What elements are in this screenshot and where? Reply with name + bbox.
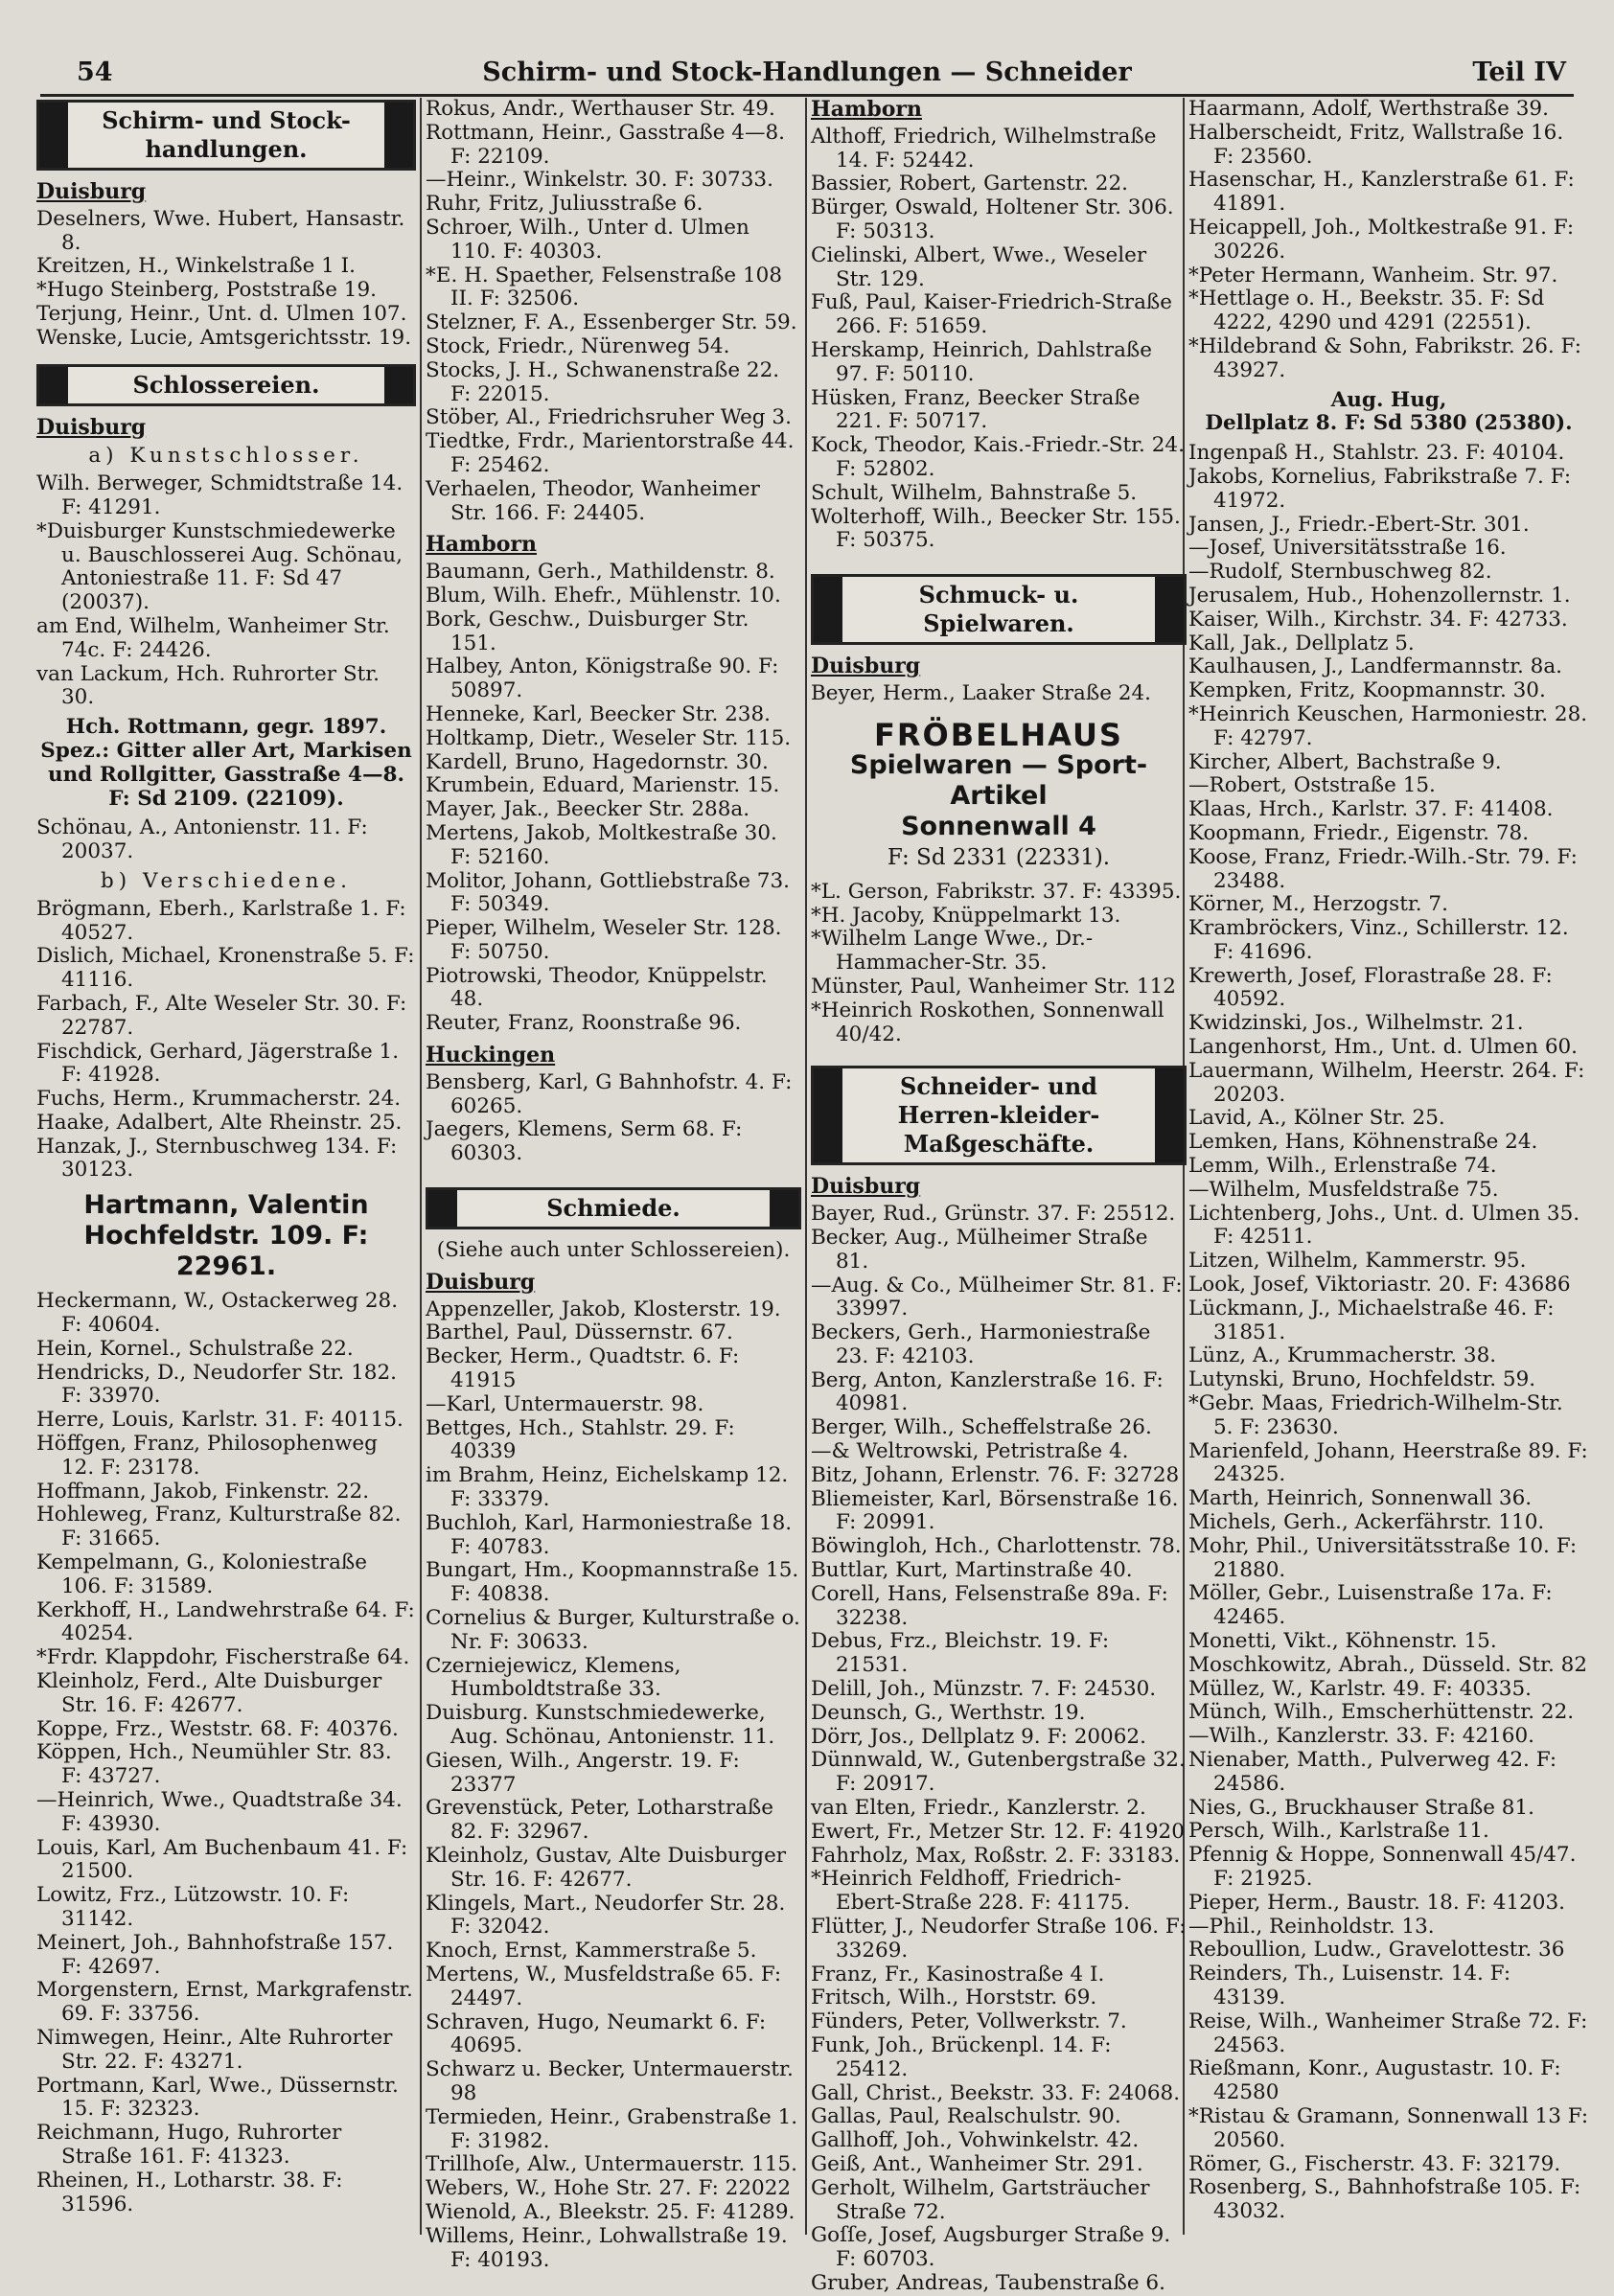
directory-entry: Ruhr, Fritz, Juliusstraße 6.: [426, 192, 703, 217]
directory-entry: Hoffmann, Jakob, Finkenstr. 22.: [36, 1479, 370, 1504]
directory-entry: Lückmann, J., Michaelstraße 46. F: 31851.: [1188, 1296, 1555, 1344]
directory-entry: Stöber, Al., Friedrichsruher Weg 3.: [426, 405, 792, 430]
directory-entry: Blum, Wilh. Ehefr., Mühlenstr. 10.: [426, 583, 781, 608]
advertisement-hug: Aug. Hug, Dellplatz 8. F: Sd 5380 (25380).: [1205, 387, 1573, 436]
directory-entry: van Elten, Friedr., Kanzlerstr. 2.: [811, 1796, 1146, 1821]
ornament-icon: [1155, 577, 1184, 642]
directory-entry: Reinders, Th., Luisenstr. 14. F: 43139.: [1188, 1962, 1511, 2009]
part-label: Teil IV: [1472, 57, 1566, 87]
directory-entry: Beyer, Herm., Laaker Straße 24.: [811, 680, 1151, 705]
directory-entry: Portmann, Karl, Wwe., Düssernstr. 15. F: 32323.: [36, 2073, 399, 2122]
directory-entry: *Hildebrand & Sohn, Fabrikstr. 26. F: 43927.: [1188, 333, 1581, 382]
directory-entry: Mayer, Jak., Beecker Str. 288a.: [426, 797, 750, 822]
ornament-icon: [770, 1190, 798, 1227]
directory-entry: Beckers, Gerh., Harmoniestraße 23. F: 42103.: [811, 1320, 1151, 1368]
directory-entry: Stelzner, F. A., Essenberger Str. 59.: [426, 310, 797, 335]
directory-entry: Pfennig & Hoppe, Sonnenwall 45/47. F: 21925.: [1188, 1843, 1577, 1891]
directory-entry: —Heinrich, Wwe., Quadtstraße 34. F: 43930.: [36, 1788, 403, 1836]
directory-entry: Koppe, Frz., Weststr. 68. F: 40376.: [36, 1716, 399, 1741]
directory-entry: Stocks, J. H., Schwanenstraße 22. F: 22015.: [426, 357, 780, 406]
entry-list: [36, 208, 416, 351]
directory-entry: *Heinrich Feldhoff, Friedrich-Ebert-Straße 228. F: 41175.: [811, 1867, 1130, 1916]
directory-entry: Dörr, Jos., Dellplatz 9. F: 20062.: [811, 1724, 1146, 1749]
ornament-icon: [39, 367, 68, 403]
directory-entry: *Hettlage o. H., Beekstr. 35. F: Sd 4222, 4290 und 4291 (22551).: [1188, 287, 1545, 335]
directory-entry: Delill, Joh., Münzstr. 7. F: 24530.: [811, 1677, 1157, 1702]
column-4: [1188, 98, 1589, 2235]
entry-list: [36, 1290, 416, 2216]
directory-entry: *L. Gerson, Fabrikstr. 37. F: 43395.: [811, 879, 1182, 904]
directory-entry: Römer, G., Fischerstr. 43. F: 32179.: [1188, 2151, 1561, 2176]
entry-list: [811, 881, 1187, 1047]
ornament-icon: [814, 577, 842, 642]
directory-entry: Debus, Frz., Bleichstr. 19. F: 21531.: [811, 1629, 1110, 1678]
directory-entry: Jaegers, Klemens, Serm 68. F: 60303.: [426, 1117, 743, 1166]
column-2: [426, 97, 801, 2272]
directory-entry: —Wilh., Kanzlerstr. 33. F: 42160.: [1188, 1724, 1534, 1749]
directory-entry: Bensberg, Karl, G Bahnhofstr. 4. F: 60265.: [426, 1069, 793, 1118]
directory-entry: Becker, Aug., Mülheimer Straße 81.: [811, 1225, 1148, 1274]
section-heading-schneider: Schneider- und Herren-kleider-Maßgeschäfte.: [811, 1066, 1187, 1165]
directory-entry: Fritsch, Wilh., Horststr. 69.: [811, 1986, 1097, 2010]
directory-entry: Rokus, Andr., Werthauser Str. 49.: [426, 97, 775, 121]
directory-entry: Hein, Kornel., Schulstraße 22.: [36, 1336, 354, 1361]
directory-entry: Pieper, Herm., Baustr. 18. F: 41203.: [1188, 1890, 1565, 1915]
directory-entry: Jansen, J., Friedr.-Ebert-Str. 301.: [1188, 512, 1530, 537]
section-heading-schmiede: Schmiede.: [426, 1187, 801, 1229]
directory-entry: Bayer, Rud., Grünstr. 37. F: 25512.: [811, 1202, 1176, 1227]
directory-entry: *Gebr. Maas, Friedrich-Wilhelm-Str. 5. F: 23630.: [1188, 1391, 1563, 1439]
ornament-icon: [39, 103, 68, 168]
city-heading: Duisburg: [36, 179, 147, 204]
directory-entry: Bitz, Johann, Erlenstr. 76. F: 32728: [811, 1462, 1180, 1487]
directory-entry: Böwingloh, Hch., Charlottenstr. 78.: [811, 1534, 1182, 1559]
directory-entry: Herre, Louis, Karlstr. 31. F: 40115.: [36, 1408, 404, 1433]
directory-entry: Fünders, Peter, Vollwerkstr. 7.: [811, 2009, 1127, 2034]
directory-entry: Hasenschar, H., Kanzlerstraße 61. F: 41891.: [1188, 168, 1575, 217]
page-number: 54: [77, 57, 113, 87]
directory-entry: Louis, Karl, Am Buchenbaum 41. F: 21500.: [36, 1835, 408, 1884]
directory-entry: —Phil., Reinholdstr. 13.: [1188, 1914, 1435, 1939]
city-heading: Duisburg: [811, 654, 921, 679]
directory-entry: Langenhorst, Hm., Unt. d. Ulmen 60.: [1188, 1035, 1579, 1060]
column-divider: [805, 98, 807, 2235]
entry-list: [426, 98, 801, 525]
directory-entry: *H. Jacoby, Knüppelmarkt 13.: [811, 903, 1121, 928]
directory-entry: —Heinr., Winkelstr. 30. F: 30733.: [426, 168, 773, 193]
directory-entry: Schraven, Hugo, Neumarkt 6. F: 40695.: [426, 2009, 767, 2058]
directory-entry: Cornelius & Burger, Kulturstraße o. Nr. F: 30633.: [426, 1606, 800, 1654]
directory-entry: Duisburg. Kunstschmiedewerke, Aug. Schönau, Antonienstr. 11.: [426, 1701, 775, 1749]
city-heading: Duisburg: [426, 1269, 536, 1295]
directory-entry: Halbey, Anton, Königstraße 90. F: 50897.: [426, 654, 779, 703]
directory-entry: Ewert, Fr., Metzer Str. 12. F: 41920: [811, 1819, 1185, 1844]
directory-entry: Wolterhoff, Wilh., Beecker Str. 155. F: 50375.: [811, 504, 1181, 553]
directory-entry: —Robert, Oststraße 15.: [1188, 773, 1436, 798]
directory-entry: Lauermann, Wilhelm, Heerstr. 264. F: 20203.: [1188, 1058, 1585, 1107]
column-divider: [420, 98, 422, 2235]
directory-entry: Krewerth, Josef, Florastraße 28. F: 40592.: [1188, 963, 1553, 1012]
directory-entry: Berg, Anton, Kanzlerstraße 16. F: 40981.: [811, 1367, 1164, 1416]
directory-entry: Haarmann, Adolf, Werthstraße 39.: [1188, 97, 1549, 121]
directory-entry: Kaiser, Wilh., Kirchstr. 34. F: 42733.: [1188, 607, 1568, 631]
entry-list: [811, 682, 1187, 706]
directory-entry: Stock, Friedr., Nürenweg 54.: [426, 333, 730, 358]
directory-entry: Bassier, Robert, Gartenstr. 22.: [811, 172, 1129, 196]
directory-entry: Kempelmann, G., Koloniestraße 106. F: 31589.: [36, 1550, 367, 1598]
directory-entry: —Josef, Universitätsstraße 16.: [1188, 536, 1507, 561]
directory-entry: Wienold, A., Bleekstr. 25. F: 41289.: [426, 2199, 795, 2224]
advertisement-rottmann: Hch. Rottmann, gegr. 1897. Spez.: Gitter aller Art, Markisen und Rollgitter, Gasstraße 4—8. F: Sd 2109. (22109).: [40, 715, 412, 811]
entry-list: [1188, 442, 1589, 2224]
directory-entry: Fuß, Paul, Kaiser-Friedrich-Straße 266. F: 51659.: [811, 290, 1172, 339]
city-heading: Huckingen: [426, 1043, 556, 1068]
directory-entry: Holtkamp, Dietr., Weseler Str. 115.: [426, 725, 792, 750]
directory-entry: Rottmann, Heinr., Gasstraße 4—8. F: 22109.: [426, 120, 786, 169]
directory-entry: Kaulhausen, J., Landfermannstr. 8a.: [1188, 654, 1562, 679]
directory-entry: Schult, Wilhelm, Bahnstraße 5.: [811, 480, 1138, 505]
directory-entry: Jakobs, Kornelius, Fabrikstraße 7. F: 41972.: [1188, 464, 1572, 513]
directory-entry: Körner, M., Herzogstr. 7.: [1188, 892, 1448, 917]
city-heading: Hamborn: [426, 532, 537, 558]
directory-entry: Baumann, Gerh., Mathildenstr. 8.: [426, 560, 775, 585]
directory-entry: Fischdick, Gerhard, Jägerstraße 1. F: 41928.: [36, 1039, 400, 1088]
section-heading-schmuck: Schmuck- u. Spielwaren.: [811, 574, 1187, 645]
directory-entry: Grevenstück, Peter, Lotharstraße 82. F: 32967.: [426, 1796, 773, 1845]
directory-entry: Krambröckers, Vinz., Schillerstr. 12. F: 41696.: [1188, 916, 1569, 964]
directory-entry: Piotrowski, Theodor, Knüppelstr. 48.: [426, 963, 768, 1012]
directory-entry: Lutynski, Bruno, Hochfeldstr. 59.: [1188, 1367, 1536, 1392]
directory-entry: Appenzeller, Jakob, Klosterstr. 19.: [426, 1297, 781, 1321]
directory-entry: Schroer, Wilh., Unter d. Ulmen 110. F: 40303.: [426, 215, 749, 264]
entry-list: [36, 472, 416, 710]
ornament-icon: [428, 1190, 457, 1227]
subsection-heading: a) Kunstschlosser.: [88, 444, 364, 469]
directory-entry: Kleinholz, Ferd., Alte Duisburger Str. 16. F: 42677.: [36, 1669, 382, 1717]
directory-entry: Czerniejewicz, Klemens, Humboldtstraße 33.: [426, 1653, 681, 1702]
page-header: [40, 50, 1574, 97]
directory-entry: —& Weltrowski, Petristraße 4.: [811, 1439, 1129, 1464]
directory-entry: Hanzak, J., Sternbuschweg 134. F: 30123.: [36, 1134, 398, 1182]
directory-entry: Althoff, Friedrich, Wilhelmstraße 14. F: 52442.: [811, 124, 1157, 172]
directory-entry: Giesen, Wilh., Angerstr. 19. F: 23377: [426, 1748, 740, 1797]
city-heading: Duisburg: [36, 414, 147, 440]
directory-entry: Lowitz, Frz., Lützowstr. 10. F: 31142.: [36, 1883, 350, 1931]
section-heading-schlossereien: Schlossereien.: [36, 364, 416, 406]
directory-entry: —Rudolf, Sternbuschweg 82.: [1188, 560, 1492, 585]
directory-entry: Mertens, W., Musfeldstraße 65. F: 24497.: [426, 1962, 782, 2010]
directory-entry: Rießmann, Konr., Augustastr. 10. F: 42580: [1188, 2056, 1561, 2105]
entry-list: [811, 126, 1187, 553]
directory-entry: *Hugo Steinberg, Poststraße 19.: [36, 278, 377, 303]
entry-list: [811, 1203, 1187, 2296]
directory-entry: Münster, Paul, Wanheimer Str. 112: [811, 974, 1176, 999]
directory-entry: Persch, Wilh., Karlstraße 11.: [1188, 1819, 1489, 1844]
directory-entry: Koose, Franz, Friedr.-Wilh.-Str. 79. F: 23488.: [1188, 844, 1578, 893]
directory-entry: Klaas, Hrch., Karlstr. 37. F: 41408.: [1188, 797, 1554, 822]
directory-entry: Reuter, Franz, Roonstraße 96.: [426, 1011, 742, 1036]
directory-entry: Heicappell, Joh., Moltkestraße 91. F: 30226.: [1188, 215, 1575, 264]
directory-entry: Lichtenberg, Johs., Unt. d. Ulmen 35. F: 42511.: [1188, 1201, 1580, 1250]
directory-entry: Kall, Jak., Dellplatz 5.: [1188, 631, 1415, 655]
directory-entry: Heckermann, W., Ostackerweg 28. F: 40604.: [36, 1289, 399, 1338]
directory-entry: Dislich, Michael, Kronenstraße 5. F: 41116.: [36, 944, 415, 993]
directory-entry: Kreitzen, H., Winkelstraße 1 I.: [36, 254, 356, 279]
directory-entry: Goſſe, Josef, Augsburger Straße 9. F: 60703.: [811, 2223, 1171, 2272]
directory-entry: Cielinski, Albert, Wwe., Weseler Str. 129.: [811, 242, 1147, 291]
ornament-icon: [384, 103, 413, 168]
directory-entry: *Wilhelm Lange Wwe., Dr.-Hammacher-Str. 35.: [811, 927, 1094, 976]
directory-entry: Flütter, J., Neudorfer Straße 106. F: 33269.: [811, 1915, 1187, 1963]
directory-entry: Bungart, Hm., Koopmannstraße 15. F: 40838.: [426, 1558, 799, 1607]
directory-entry: *Peter Hermann, Wanheim. Str. 97.: [1188, 263, 1558, 287]
directory-entry: Reboullion, Ludw., Gravelottestr. 36: [1188, 1938, 1565, 1963]
directory-entry: Nienaber, Matth., Pulverweg 42. F: 24586.: [1188, 1747, 1557, 1796]
directory-entry: Ingenpaß H., Stahlstr. 23. F: 40104.: [1188, 441, 1565, 466]
directory-entry: Verhaelen, Theodor, Wanheimer Str. 166. F: 24405.: [426, 476, 760, 525]
column-1: [36, 98, 416, 2235]
advertisement-froebelhaus: FRÖBELHAUS Spielwaren — Sport-Artikel Sonnenwall 4 F: Sd 2331 (22331).: [849, 716, 1148, 870]
directory-entry: Becker, Herm., Quadtstr. 6. F: 41915: [426, 1344, 740, 1393]
directory-entry: Lemm, Wilh., Erlenstraße 74.: [1188, 1154, 1497, 1179]
directory-entry: Lemken, Hans, Köhnenstraße 24.: [1188, 1130, 1538, 1155]
subsection-heading: b) Verschiedene.: [101, 868, 352, 893]
directory-entry: Koopmann, Friedr., Eigenstr. 78.: [1188, 820, 1530, 845]
section-heading-schirm: Schirm- und Stock-handlungen.: [36, 100, 416, 171]
directory-entry: Bürger, Oswald, Holtener Str. 306. F: 50313.: [811, 195, 1174, 243]
directory-entry: Webers, W., Hohe Str. 27. F: 22022: [426, 2176, 792, 2201]
directory-entry: *E. H. Spaether, Felsenstraße 108 II. F: 32506.: [426, 263, 783, 311]
directory-entry: *Ristau & Gramann, Sonnenwall 13 F: 20560.: [1188, 2103, 1589, 2152]
directory-entry: Kardell, Bruno, Hagedornstr. 30.: [426, 749, 769, 774]
entry-list: [1188, 98, 1589, 383]
directory-entry: Wilh. Berweger, Schmidtstraße 14. F: 41291.: [36, 471, 404, 519]
directory-entry: Schönau, A., Antonienstr. 11. F: 20037.: [36, 815, 368, 864]
city-heading: Duisburg: [811, 1174, 921, 1200]
entry-list: [426, 1071, 801, 1166]
directory-entry: Monetti, Vikt., Köhnenstr. 15.: [1188, 1629, 1497, 1653]
directory-entry: Gruber, Andreas, Taubenstraße 6.: [811, 2270, 1165, 2295]
cross-reference-note: (Siehe auch unter Schlossereien).: [436, 1238, 791, 1263]
directory-entry: Gallas, Paul, Realschulstr. 90.: [811, 2104, 1121, 2129]
directory-entry: Wenske, Lucie, Amtsgerichtsstr. 19.: [36, 325, 412, 350]
directory-entry: Gallhoff, Joh., Vohwinkelstr. 42.: [811, 2128, 1140, 2153]
directory-entry: Tiedtke, Frdr., Marientorstraße 44. F: 25462.: [426, 429, 795, 477]
directory-entry: Meinert, Joh., Bahnhofstraße 157. F: 42697.: [36, 1930, 394, 1979]
directory-entry: Kleinholz, Gustav, Alte Duisburger Str. 16. F: 42677.: [426, 1843, 787, 1892]
directory-entry: Reichmann, Hugo, Ruhrorter Straße 161. F: 41323.: [36, 2121, 342, 2169]
directory-entry: Münch, Wilh., Emscherhüttenstr. 22.: [1188, 1700, 1575, 1725]
directory-entry: Hendricks, D., Neudorfer Str. 182. F: 33970.: [36, 1360, 397, 1409]
directory-entry: am End, Wilhelm, Wanheimer Str. 74c. F: 24426.: [36, 613, 390, 662]
directory-entry: im Brahm, Heinz, Eichelskamp 12. F: 33379.: [426, 1463, 789, 1512]
directory-entry: —Aug. & Co., Mülheimer Str. 81. F: 33997.: [811, 1273, 1183, 1321]
directory-entry: Höffgen, Franz, Philosophenweg 12. F: 23178.: [36, 1432, 378, 1480]
directory-entry: Corell, Hans, Felsenstraße 89a. F: 32238.: [811, 1581, 1168, 1630]
directory-entry: Mohr, Phil., Universitätsstraße 10. F: 21880.: [1188, 1533, 1578, 1582]
directory-entry: Trillhoſe, Alw., Untermauerstr. 115.: [426, 2152, 797, 2177]
advertisement-hartmann: Hartmann, Valentin Hochfeldstr. 109. F: 22961.: [83, 1190, 369, 1282]
directory-entry: Jerusalem, Hub., Hohenzollernstr. 1.: [1188, 583, 1571, 608]
directory-entry: van Lackum, Hch. Ruhrorter Str. 30.: [36, 661, 380, 710]
directory-entry: Schwarz u. Becker, Untermauerstr. 98: [426, 2057, 794, 2105]
directory-entry: *Heinrich Keuschen, Harmoniestr. 28. F: 42797.: [1188, 701, 1588, 750]
directory-entry: Rosenberg, S., Bahnhofstraße 105. F: 43032.: [1188, 2175, 1581, 2224]
directory-entry: Litzen, Wilhelm, Kammerstr. 95.: [1188, 1249, 1527, 1274]
directory-entry: Deselners, Wwe. Hubert, Hansastr. 8.: [36, 206, 405, 255]
ornament-icon: [384, 367, 413, 403]
directory-entry: *Duisburger Kunstschmiedewerke u. Bauschlosserei Aug. Schönau, Antoniestraße 11. F: Sd 47 (20037).: [36, 518, 403, 615]
directory-entry: Morgenstern, Ernst, Markgrafenstr. 69. F: 33756.: [36, 1978, 413, 2027]
directory-entry: Haake, Adalbert, Alte Rheinstr. 25.: [36, 1110, 403, 1135]
directory-entry: Molitor, Johann, Gottliebstraße 73. F: 50349.: [426, 868, 790, 917]
entry-list: [426, 561, 801, 1036]
directory-entry: Kwidzinski, Jos., Wilhelmstr. 21.: [1188, 1011, 1524, 1036]
entry-list: [36, 898, 416, 1183]
directory-entry: Farbach, F., Alte Weseler Str. 30. F: 22787.: [36, 991, 407, 1040]
directory-entry: Bettges, Hch., Stahlstr. 29. F: 40339: [426, 1415, 735, 1464]
directory-entry: —Karl, Untermauerstr. 98.: [426, 1391, 704, 1416]
directory-entry: Rheinen, H., Lotharstr. 38. F: 31596.: [36, 2168, 343, 2216]
ornament-icon: [1155, 1068, 1184, 1162]
directory-entry: Nimwegen, Heinr., Alte Ruhrorter Str. 22. F: 43271.: [36, 2025, 393, 2074]
directory-entry: Lavid, A., Kölner Str. 25.: [1188, 1106, 1445, 1131]
directory-entry: Kircher, Albert, Bachstraße 9.: [1188, 749, 1502, 774]
directory-entry: Mertens, Jakob, Moltkestraße 30. F: 52160.: [426, 820, 777, 869]
directory-entry: Buttlar, Kurt, Martinstraße 40.: [811, 1558, 1133, 1583]
directory-entry: Franz, Fr., Kasinostraße 4 I.: [811, 1962, 1105, 1986]
directory-entry: Buchloh, Karl, Harmoniestraße 18. F: 40783.: [426, 1510, 793, 1559]
directory-entry: Herskamp, Heinrich, Dahlstraße 97. F: 50110.: [811, 337, 1152, 386]
directory-entry: Barthel, Paul, Düssernstr. 67.: [426, 1320, 733, 1345]
directory-entry: Funk, Joh., Brückenpl. 14. F: 25412.: [811, 2033, 1112, 2081]
directory-entry: Pieper, Wilhelm, Weseler Str. 128. F: 50750.: [426, 916, 782, 964]
directory-entry: —Wilhelm, Musfeldstraße 75.: [1188, 1177, 1499, 1202]
directory-entry: Bork, Geschw., Duisburger Str. 151.: [426, 607, 749, 655]
directory-entry: Moschkowitz, Abrah., Düsseld. Str. 82: [1188, 1652, 1587, 1677]
directory-entry: Look, Josef, Viktoriastr. 20. F: 43686: [1188, 1273, 1571, 1297]
directory-entry: *Heinrich Roskothen, Sonnenwall 40/42.: [811, 998, 1164, 1046]
directory-entry: Gerholt, Wilhelm, Gartsträucher Straße 72.: [811, 2175, 1150, 2224]
directory-entry: Geiß, Ant., Wanheimer Str. 291.: [811, 2151, 1143, 2176]
directory-entry: Berger, Wilh., Scheffelstraße 26.: [811, 1415, 1152, 1440]
directory-entry: Müllez, W., Karlstr. 49. F: 40335.: [1188, 1676, 1532, 1701]
directory-entry: Halberscheidt, Fritz, Wallstraße 16. F: 23560.: [1188, 120, 1564, 169]
directory-entry: Hohleweg, Franz, Kulturstraße 82. F: 31665.: [36, 1503, 402, 1551]
directory-entry: Willems, Heinr., Lohwallstraße 19. F: 40193.: [426, 2223, 788, 2272]
directory-entry: Hüsken, Franz, Beecker Straße 221. F: 50717.: [811, 385, 1141, 434]
running-title: Schirm- und Stock-Handlungen — Schneider: [482, 57, 1132, 87]
directory-entry: Gall, Christ., Beekstr. 33. F: 24068.: [811, 2080, 1181, 2105]
directory-entry: Terjung, Heinr., Unt. d. Ulmen 107.: [36, 301, 407, 326]
directory-entry: Michels, Gerh., Ackerfährstr. 110.: [1188, 1510, 1545, 1535]
directory-entry: *Frdr. Klappdohr, Fischerstraße 64.: [36, 1645, 410, 1670]
directory-entry: Bliemeister, Karl, Börsenstraße 16. F: 20991.: [811, 1486, 1179, 1535]
directory-entry: Knoch, Ernst, Kammerstraße 5.: [426, 1939, 757, 1963]
directory-entry: Dünnwald, W., Gutenbergstraße 32. F: 20917.: [811, 1748, 1186, 1797]
directory-entry: Köppen, Hch., Neumühler Str. 83. F: 43727.: [36, 1740, 392, 1789]
directory-entry: Termieden, Heinr., Grabenstraße 1. F: 31982.: [426, 2104, 798, 2153]
ornament-icon: [814, 1068, 842, 1162]
directory-entry: Henneke, Karl, Beecker Str. 238.: [426, 701, 771, 726]
directory-entry: Nies, G., Bruckhauser Straße 81.: [1188, 1795, 1534, 1820]
directory-entry: Reise, Wilh., Wanheimer Straße 72. F: 24563.: [1188, 2009, 1588, 2057]
directory-entry: Lünz, A., Krummacherstr. 38.: [1188, 1343, 1497, 1368]
directory-entry: Klingels, Mart., Neudorfer Str. 28. F: 32042.: [426, 1891, 786, 1940]
column-3: [811, 97, 1187, 2295]
directory-entry: Fuchs, Herm., Krummacherstr. 24.: [36, 1087, 402, 1112]
directory-entry: Kock, Theodor, Kais.-Friedr.-Str. 24. F: 52802.: [811, 433, 1185, 481]
city-heading: Hamborn: [811, 97, 922, 122]
directory-entry: Fahrholz, Max, Roßstr. 2. F: 33183.: [811, 1843, 1181, 1868]
directory-entry: Marth, Heinrich, Sonnenwall 36.: [1188, 1486, 1533, 1511]
directory-entry: Marienfeld, Johann, Heerstraße 89. F: 24325.: [1188, 1438, 1588, 1487]
directory-entry: Möller, Gebr., Luisenstraße 17a. F: 42465.: [1188, 1581, 1553, 1630]
entry-list: [36, 816, 416, 864]
directory-entry: Brögmann, Eberh., Karlstraße 1. F: 40527.: [36, 896, 406, 945]
directory-entry: Krumbein, Eduard, Marienstr. 15.: [426, 773, 780, 798]
directory-entry: Kerkhoff, H., Landwehrstraße 64. F: 40254.: [36, 1597, 415, 1646]
entry-list: [426, 1298, 801, 2273]
directory-entry: Deunsch, G., Werthstr. 19.: [811, 1700, 1086, 1725]
directory-entry: Kempken, Fritz, Koopmannstr. 30.: [1188, 678, 1546, 703]
